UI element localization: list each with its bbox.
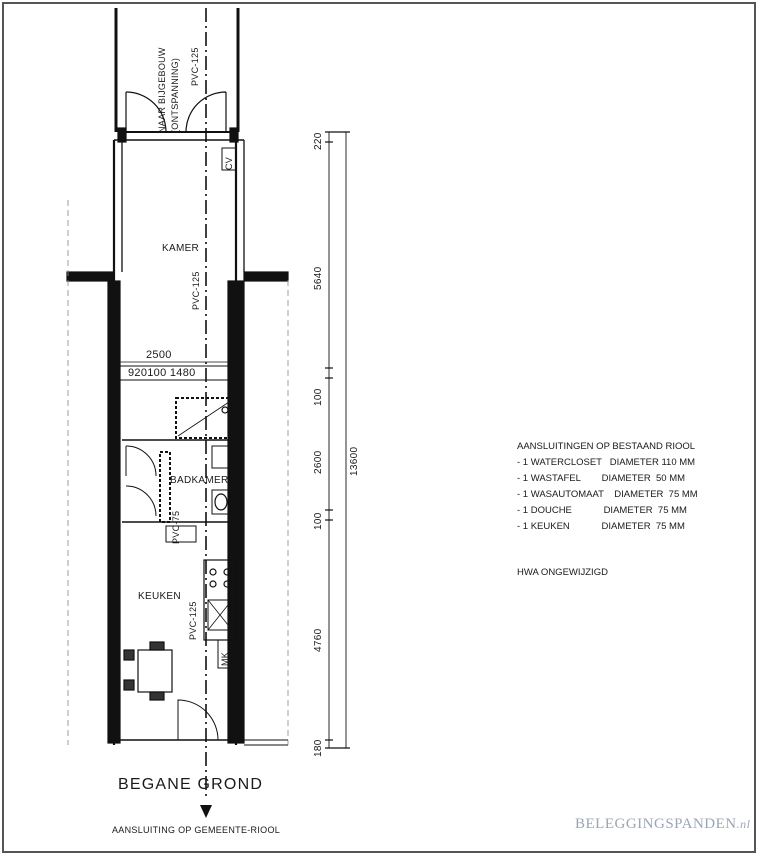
note-item: - 1 WASAUTOMAAT DIAMETER 75 MM (517, 489, 698, 500)
drawing-title: BEGANE GROND (118, 776, 264, 793)
dim-100a: 100 (313, 388, 324, 406)
dim-2600: 2600 (313, 450, 324, 474)
notes-heading: AANSLUITINGEN OP BESTAAND RIOOL (517, 441, 696, 452)
label-naar-bijgebouw: NAAR BIJGEBOUW (157, 47, 167, 133)
watermark-tld: .nl (736, 817, 751, 831)
watermark-text: BELEGGINGSPANDEN (575, 816, 737, 832)
thick-wall-left (108, 281, 120, 743)
neighbour-wall-right (244, 272, 288, 281)
label-pvc-kamer: PVC-125 (191, 271, 201, 310)
dim-width-parts: 920100 1480 (128, 367, 196, 379)
connection-label: AANSLUITING OP GEMEENTE-RIOOL (112, 825, 281, 835)
neighbour-wall-left (67, 272, 114, 281)
room-kamer: KAMER (162, 243, 200, 254)
label-pvc-top: PVC-125 (190, 47, 200, 86)
note-item: - 1 WATERCLOSET DIAMETER 110 MM (517, 457, 696, 468)
watermark-logo (575, 816, 750, 833)
notes-block (517, 439, 698, 581)
dim-width-total: 2500 (146, 349, 172, 361)
dim-4760: 4760 (313, 628, 324, 652)
dim-5640: 5640 (313, 266, 324, 290)
label-pvc-bad: PVC-75 (171, 510, 181, 544)
dim-13600: 13600 (349, 446, 360, 476)
dim-220: 220 (313, 132, 324, 150)
note-hwa: HWA ONGEWIJZIGD (517, 567, 608, 578)
dim-180: 180 (313, 739, 324, 757)
label-pvc-keuken: PVC-125 (188, 601, 198, 640)
label-mk: MK (220, 651, 230, 666)
room-keuken: KEUKEN (138, 591, 181, 602)
dim-100b: 100 (313, 512, 324, 530)
note-item: - 1 KEUKEN DIAMETER 75 MM (517, 521, 685, 532)
label-ontspanning: (ONTSPANNING) (170, 57, 180, 133)
label-cv: CV (224, 156, 234, 170)
note-item: - 1 WASTAFEL DIAMETER 50 MM (517, 473, 686, 484)
note-item: - 1 DOUCHE DIAMETER 75 MM (517, 505, 687, 516)
room-badkamer: BADKAMER (170, 475, 229, 486)
